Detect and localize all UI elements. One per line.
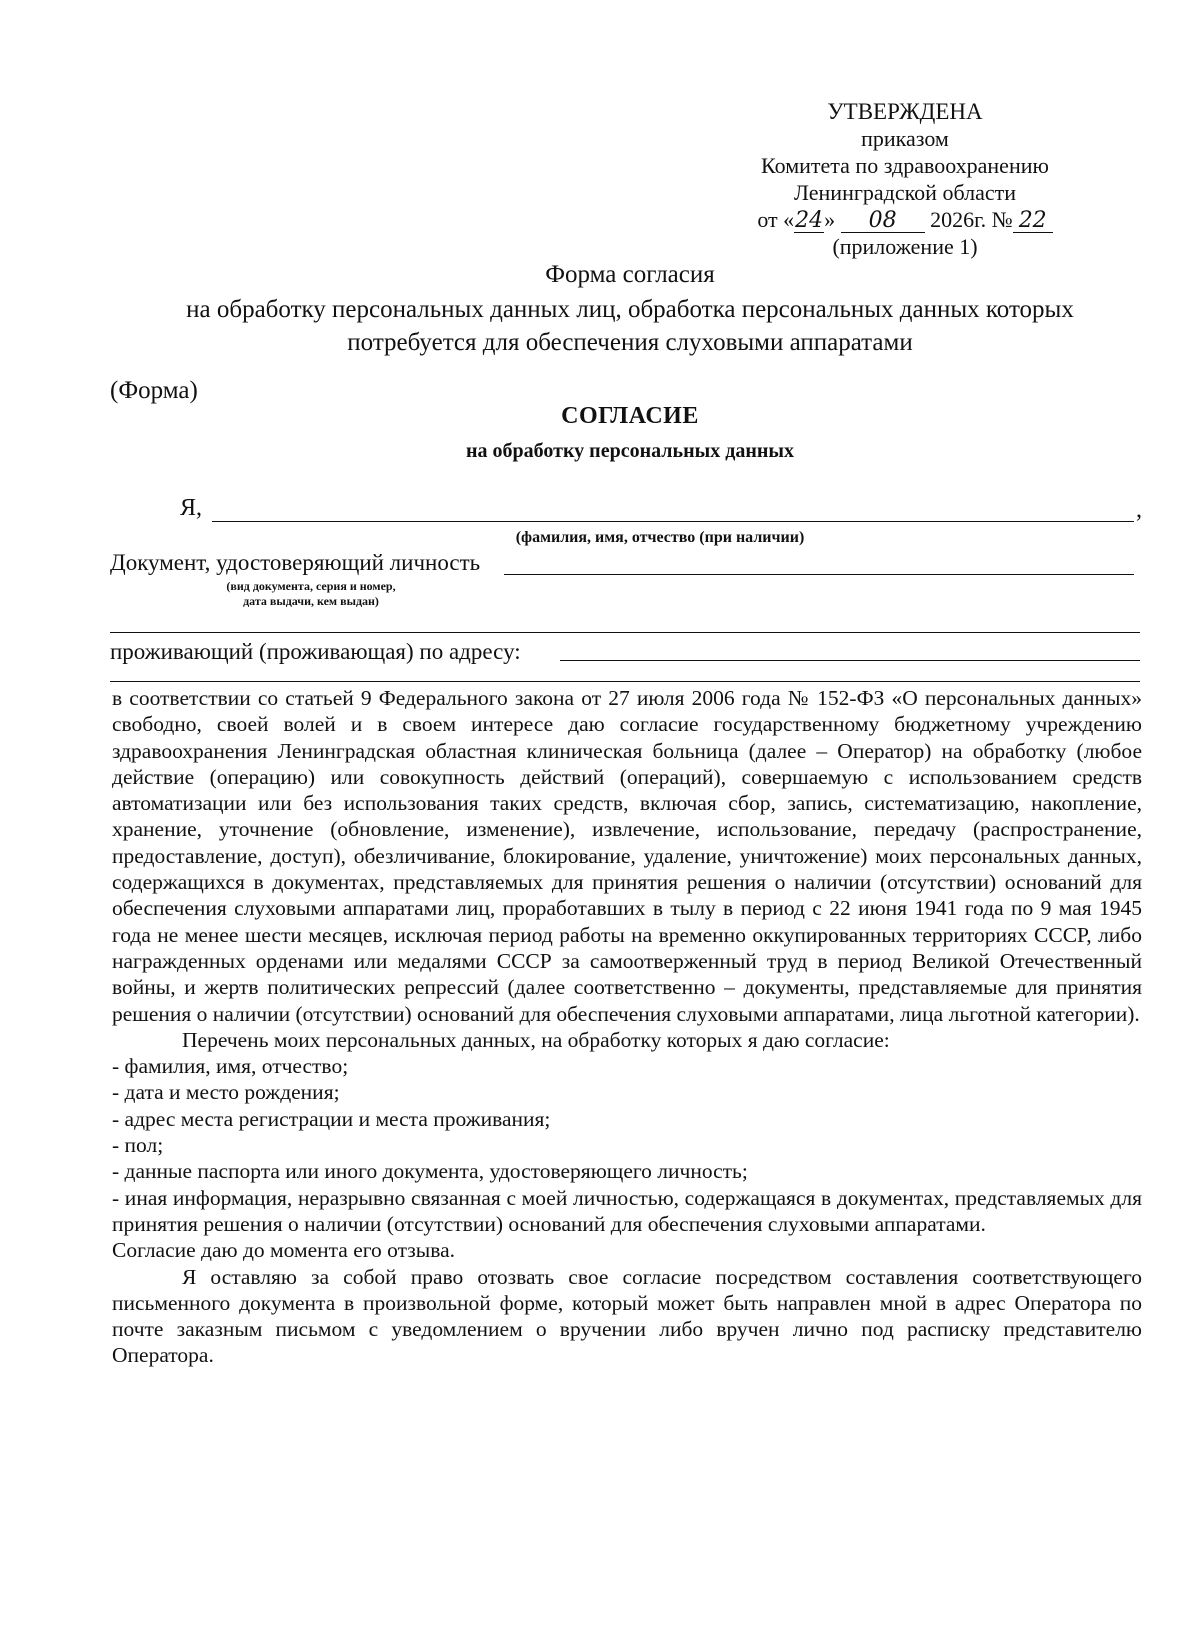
address-label: проживающий (проживающая) по адресу: — [110, 639, 521, 664]
consent-heading: СОГЛАСИЕ — [561, 403, 699, 429]
id-document-field-line[interactable] — [504, 574, 1134, 575]
approval-appendix: (приложение 1) — [832, 234, 978, 259]
list-item: - фамилия, имя, отчество; — [112, 1054, 349, 1079]
date-mid: » — [824, 207, 841, 232]
approval-date-line — [730, 206, 1080, 233]
id-document-hint-line-1: (вид документа, серия и номер, — [226, 579, 396, 593]
form-title-line-1: Форма согласия — [545, 261, 715, 288]
handwritten-order-number: 22 — [1013, 210, 1053, 233]
list-item: - адрес места регистрации и места проживания; — [112, 1106, 551, 1131]
form-title-line-3: потребуется для обеспечения слуховыми аппаратами — [347, 329, 913, 356]
approval-committee: Комитета по здравоохранению — [761, 153, 1049, 178]
main-paragraph: в соответствии со статьей 9 Федерального закона от 27 июля 2006 года № 152-ФЗ «О персональных данных» свободно, своей волей и в своем интересе даю согласие государственному бюджетному учреждению здравоохранения Ленинградская областная клиническая больница (далее – Оператор) на обработку (любое действие (операцию) или совокупность действий (операций), совершаемую с использованием средств автоматизации или без использования таких средств, включая сбор, запись, систематизацию, накопление, хранение, уточнение (обновление, изменение), извлечение, использование, передачу (распространение, предоставление, доступ), обезличивание, блокирование, удаление, уничтожение) моих персональных данных, содержащихся в документах, представляемых для принятия решения о наличии (отсутствии) оснований для обеспечения слуховыми аппаратами лиц, проработавших в тылу в период с 22 июня 1941 года по 9 мая 1945 года не менее шести месяцев, исключая период работы на временно оккупированных территориях СССР, либо награжденных орденами или медалями СССР за самоотверженный труд в период Великой Отечественный войны, и жертв политических репрессий (далее соответственно – документы, представляемые для принятия решения о наличии (отсутствии) оснований для обеспечения слуховыми аппаратами, лица льготной категории). — [112, 686, 1142, 1026]
consent-subheading: на обработку персональных данных — [466, 440, 794, 462]
approval-stamp-block — [730, 98, 1080, 260]
ya-label: Я, — [180, 495, 203, 521]
address-field-line[interactable] — [560, 660, 1140, 661]
consent-body — [112, 685, 1142, 1369]
fio-field-line[interactable] — [212, 521, 1134, 522]
revocation-paragraph: Я оставляю за собой право отозвать свое согласие посредством составления соответствующего письменного документа в произвольной форме, который может быть направлен мной в адрес Оператора по почте заказным письмом с уведомлением о вручении либо вручен лично под расписку представителю Оператора. — [112, 1264, 1142, 1368]
list-item: - данные паспорта или иного документа, удостоверяющего личность; — [112, 1159, 748, 1184]
list-item: - иная информация, неразрывно связанная с моей личностью, содержащаяся в документах, представляемых для принятия решения о наличии (отсутствии) оснований для обеспечения слуховыми аппаратами. — [112, 1185, 1142, 1236]
list-item: - пол; — [112, 1133, 164, 1158]
handwritten-month: 08 — [841, 210, 925, 233]
id-document-hint-line-2: дата выдачи, кем выдан) — [243, 594, 379, 608]
fio-comma: , — [1136, 497, 1142, 523]
id-document-label: Документ, удостоверяющий личность — [110, 550, 481, 575]
approval-title: УТВЕРЖДЕНА — [827, 99, 983, 124]
forma-label: (Форма) — [110, 377, 198, 404]
date-prefix: от « — [757, 207, 795, 232]
approval-region: Ленинградской области — [794, 180, 1016, 205]
fio-hint: (фамилия, имя, отчество (при наличии) — [515, 529, 805, 546]
form-title-line-2: на обработку персональных данных лиц, обработка персональных данных которых — [186, 296, 1074, 323]
approval-order-label: приказом — [861, 126, 949, 151]
list-intro: Перечень моих персональных данных, на обработку которых я даю согласие: — [182, 1027, 890, 1052]
id-document-field-line-2[interactable] — [110, 632, 1140, 633]
list-item: - дата и место рождения; — [112, 1080, 340, 1105]
date-year: 2026г. № — [924, 207, 1013, 232]
handwritten-day: 24 — [795, 208, 824, 233]
id-document-hint — [196, 579, 426, 609]
address-field-line-2[interactable] — [110, 681, 1140, 682]
validity-statement: Согласие даю до момента его отзыва. — [112, 1238, 456, 1263]
